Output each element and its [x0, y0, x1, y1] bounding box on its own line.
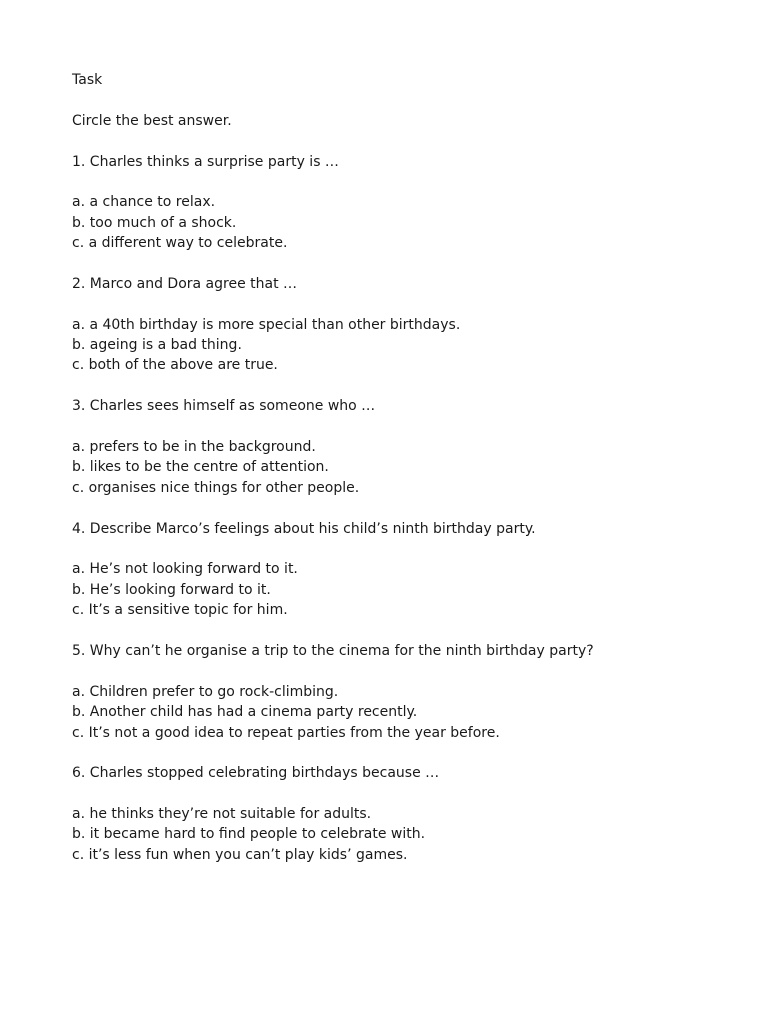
- question-prompt: 1. Charles thinks a surprise party is …: [72, 153, 339, 170]
- question-block-5: [72, 641, 712, 763]
- question-prompt: 5. Why can’t he organise a trip to the cinema for the ninth birthday party?: [72, 642, 594, 659]
- spacer: [72, 417, 712, 437]
- page-heading: Task: [72, 72, 103, 88]
- question-block-1: [72, 152, 712, 274]
- question-prompt: 6. Charles stopped celebrating birthdays because …: [72, 765, 440, 782]
- answer-option[interactable]: b. He’s looking forward to it.: [72, 581, 271, 598]
- spacer: [72, 539, 712, 559]
- spacer: [72, 172, 712, 192]
- spacer: [72, 661, 712, 681]
- answer-option[interactable]: b. too much of a shock.: [72, 214, 237, 231]
- answer-option[interactable]: a. a chance to relax.: [72, 194, 216, 211]
- answer-option[interactable]: c. organises nice things for other people.: [72, 479, 360, 496]
- instruction-text: Circle the best answer.: [72, 112, 232, 129]
- spacer: [72, 621, 712, 641]
- spacer: [72, 294, 712, 314]
- answer-option[interactable]: a. Children prefer to go rock-climbing.: [72, 683, 339, 700]
- question-block-4: [72, 519, 712, 641]
- answer-option[interactable]: c. It’s not a good idea to repeat parties from the year before.: [72, 724, 500, 741]
- question-prompt: 2. Marco and Dora agree that …: [72, 275, 298, 292]
- spacer: [72, 376, 712, 396]
- question-prompt: 4. Describe Marco’s feelings about his child’s ninth birthday party.: [72, 520, 536, 537]
- answer-option[interactable]: c. both of the above are true.: [72, 357, 278, 374]
- answer-option[interactable]: a. a 40th birthday is more special than other birthdays.: [72, 316, 461, 333]
- answer-option[interactable]: c. a different way to celebrate.: [72, 235, 288, 252]
- spacer: [72, 90, 712, 110]
- answer-option[interactable]: a. He’s not looking forward to it.: [72, 561, 298, 578]
- question-block-3: [72, 396, 712, 518]
- spacer: [72, 131, 712, 151]
- spacer: [72, 498, 712, 518]
- answer-option[interactable]: c. it’s less fun when you can’t play kids’ games.: [72, 846, 408, 863]
- answer-option[interactable]: a. prefers to be in the background.: [72, 439, 316, 456]
- question-prompt: 3. Charles sees himself as someone who …: [72, 398, 376, 415]
- question-block-6: [72, 763, 712, 865]
- worksheet-page: [72, 70, 712, 865]
- answer-option[interactable]: a. he thinks they’re not suitable for adults.: [72, 806, 372, 823]
- answer-option[interactable]: b. Another child has had a cinema party recently.: [72, 704, 418, 721]
- answer-option[interactable]: c. It’s a sensitive topic for him.: [72, 602, 288, 619]
- answer-option[interactable]: b. it became hard to find people to celebrate with.: [72, 826, 426, 843]
- answer-option[interactable]: b. likes to be the centre of attention.: [72, 459, 329, 476]
- spacer: [72, 784, 712, 804]
- answer-option[interactable]: b. ageing is a bad thing.: [72, 337, 242, 354]
- question-block-2: [72, 274, 712, 396]
- spacer: [72, 743, 712, 763]
- spacer: [72, 254, 712, 274]
